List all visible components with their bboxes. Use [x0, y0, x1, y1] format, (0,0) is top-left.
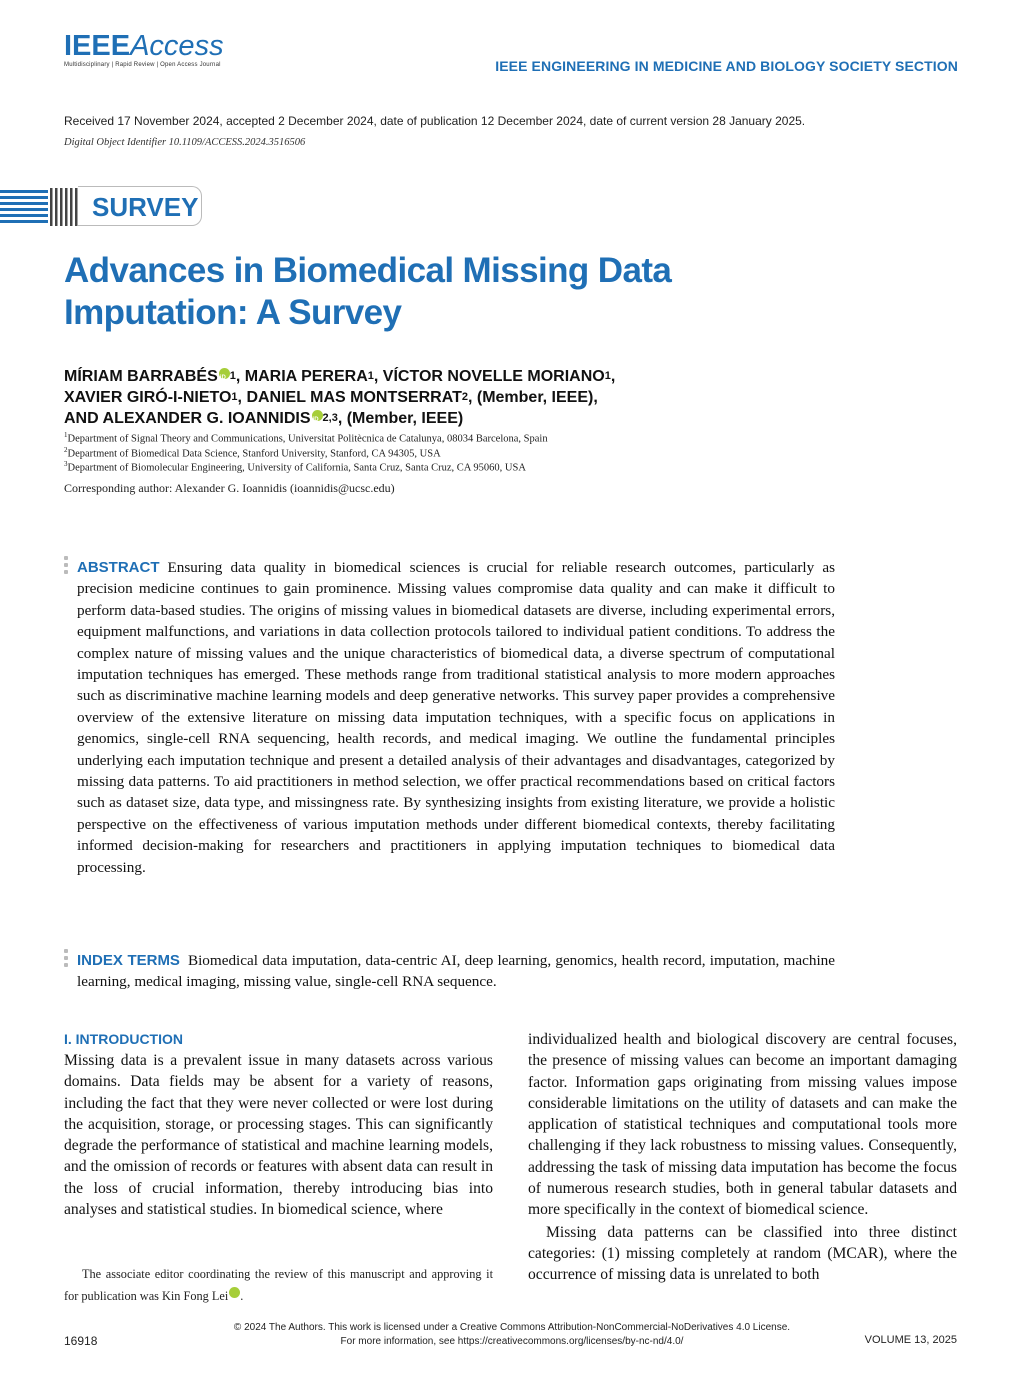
affiliation-text: Department of Biomedical Data Science, Stanford University, Stanford, CA 94305, USA [67, 448, 441, 460]
author-list [64, 366, 684, 429]
index-terms [77, 950, 835, 993]
intro-paragraph: individualized health and biological discovery are central focuses, the presence of missing values can become an important damaging factor. Information gaps originating from missing values impose considerable limitations on the utility of datasets and can make the application of statistical techniques and computational tools more challenging if they lack robustness to missing values. Consequently, addressing the task of missing data imputation has become the focus of numerous research studies, both in general tabular datasets and more specifically in the context of biomedical science. [528, 1031, 957, 1219]
index-terms-label: INDEX TERMS [77, 952, 180, 969]
author-affil-sup: 2,3 [322, 412, 338, 424]
section-heading-introduction: I. INTRODUCTION [64, 1031, 183, 1047]
affiliation-2 [64, 446, 441, 460]
author-membership: , (Member, IEEE), [467, 389, 598, 406]
license-line-1: © 2024 The Authors. This work is licensed under a Creative Commons Attribution-NonCommercial-NoDerivatives 4.0 License. [233, 1322, 791, 1333]
index-terms-dots-icon [64, 949, 70, 970]
volume-label: VOLUME 13, 2025 [864, 1334, 957, 1346]
survey-badge-bars-icon [0, 186, 78, 228]
author-name: , DANIEL MAS MONTSERRAT [237, 389, 462, 406]
corresponding-author: Corresponding author: Alexander G. Ioannidis (ioannidis@ucsc.edu) [64, 481, 395, 495]
affiliation-number: 3 [64, 460, 68, 468]
author-affil-sup: 1 [604, 370, 611, 382]
author-affil-sup: 1 [229, 370, 236, 382]
affiliation-number: 2 [64, 446, 68, 454]
abstract-text: Ensuring data quality in biomedical sciences is crucial for reliable research outcomes, particularly as precision medicine continues to gain prominence. Missing values compromise data quality and can make it difficult to perform data-based studies. The origins of missing values in biomedical datasets are diverse, including experimental errors, equipment malfunctions, and variations in data collection protocols tailored to individual patient conditions. To address the complex nature of missing values and the unique characteristics of biomedical data, a diverse spectrum of computational imputation techniques has emerged. These methods range from traditional statistical analysis to more modern approaches such as discriminative machine learning models and deep generative networks. This survey paper provides a comprehensive overview of the extensive literature on missing data imputation techniques, with a specific focus on applications in genomics, single-cell RNA sequencing, health records, and medical imaging. We outline the fundamental principles underlying each imputation technique and present a detailed analysis of their advantages and disadvantages, categorized by missing data patterns. To aid practitioners in method selection, we offer practical recommendations based on critical factors such as dataset size, data type, and missingness rate. By synthesizing insights from existing literature, we provide a holistic perspective on the effectiveness of various imputation methods under different biomedical contexts, thereby facilitating informed decision-making for researchers and practitioners in applying imputation techniques to biomedical data processing. [77, 559, 835, 876]
author-affil-sup: 2 [461, 391, 468, 403]
affiliation-1 [64, 431, 548, 445]
orcid-icon[interactable] [312, 410, 323, 421]
ieee-access-logo [64, 30, 224, 68]
author-membership: , (Member, IEEE) [337, 410, 464, 427]
author-name: MÍRIAM BARRABÉS [64, 368, 218, 385]
author-affil-sup: 1 [367, 370, 374, 382]
abstract-dots-icon [64, 556, 70, 577]
abstract-label: ABSTRACT [77, 559, 160, 576]
orcid-icon[interactable] [219, 368, 230, 379]
logo-access-text: Access [130, 30, 224, 62]
editor-footnote [64, 1263, 493, 1307]
received-dates: Received 17 November 2024, accepted 2 December 2024, date of publication 12 December 2024, date of current version 28 January 2025. [64, 114, 806, 128]
intro-right-column [528, 1029, 957, 1286]
logo-tagline: Multidisciplinary | Rapid Review | Open Access Journal [64, 62, 221, 68]
author-name: XAVIER GIRÓ-I-NIETO [64, 389, 232, 406]
author-name: , MARIA PERERA [235, 368, 368, 385]
author-name: AND ALEXANDER G. IOANNIDIS [64, 410, 311, 427]
page-number: 16918 [64, 1334, 98, 1348]
abstract [77, 557, 835, 878]
orcid-icon[interactable] [229, 1287, 240, 1298]
title-line-2: Imputation: A Survey [64, 293, 402, 332]
affiliation-number: 1 [64, 431, 68, 439]
author-name: , VÍCTOR NOVELLE MORIANO [373, 368, 605, 385]
author-affil-sup: 1 [231, 391, 238, 403]
index-terms-text: Biomedical data imputation, data-centric AI, deep learning, genomics, health record, imputation, machine learning, medical imaging, missing value, single-cell RNA sequence. [77, 952, 836, 991]
license-line-2: For more information, see https://creativecommons.org/licenses/by-nc-nd/4.0/ [340, 1336, 684, 1347]
paper-title [64, 250, 704, 334]
title-line-1: Advances in Biomedical Missing Data [64, 251, 672, 290]
survey-badge-label: SURVEY [92, 192, 199, 222]
affiliation-text: Department of Biomolecular Engineering, University of California, Santa Cruz, Santa Cruz, CA 95060, USA [67, 462, 526, 474]
affiliation-text: Department of Signal Theory and Communications, Universitat Politècnica de Catalunya, 08034 Barcelona, Spain [67, 433, 548, 445]
affiliation-3 [64, 460, 526, 474]
intro-left-column: Missing data is a prevalent issue in many datasets across various domains. Data fields may be absent for a variety of reasons, including the fact that they were never collected or were lost during the acquisition, storage, or processing stages. This can significantly degrade the performance of statistical and machine learning models, and the omission of records or features with absent data can result in the loss of crucial information, thereby introducing bias into analyses and statistical studies. In biomedical science, where [64, 1052, 493, 1219]
author-separator: , [610, 368, 616, 385]
doi-line: Digital Object Identifier 10.1109/ACCESS.2024.3516506 [64, 137, 306, 148]
section-title: IEEE ENGINEERING IN MEDICINE AND BIOLOGY SOCIETY SECTION [495, 58, 958, 74]
footnote-text: The associate editor coordinating the review of this manuscript and approving it for publication was Kin Fong Lei [64, 1267, 493, 1303]
logo-ieee-text: IEEE [64, 30, 131, 62]
intro-paragraph: Missing data patterns can be classified into three distinct categories: (1) missing completely at random (MCAR), where the occurrence of missing data is unrelated to both [528, 1223, 957, 1284]
